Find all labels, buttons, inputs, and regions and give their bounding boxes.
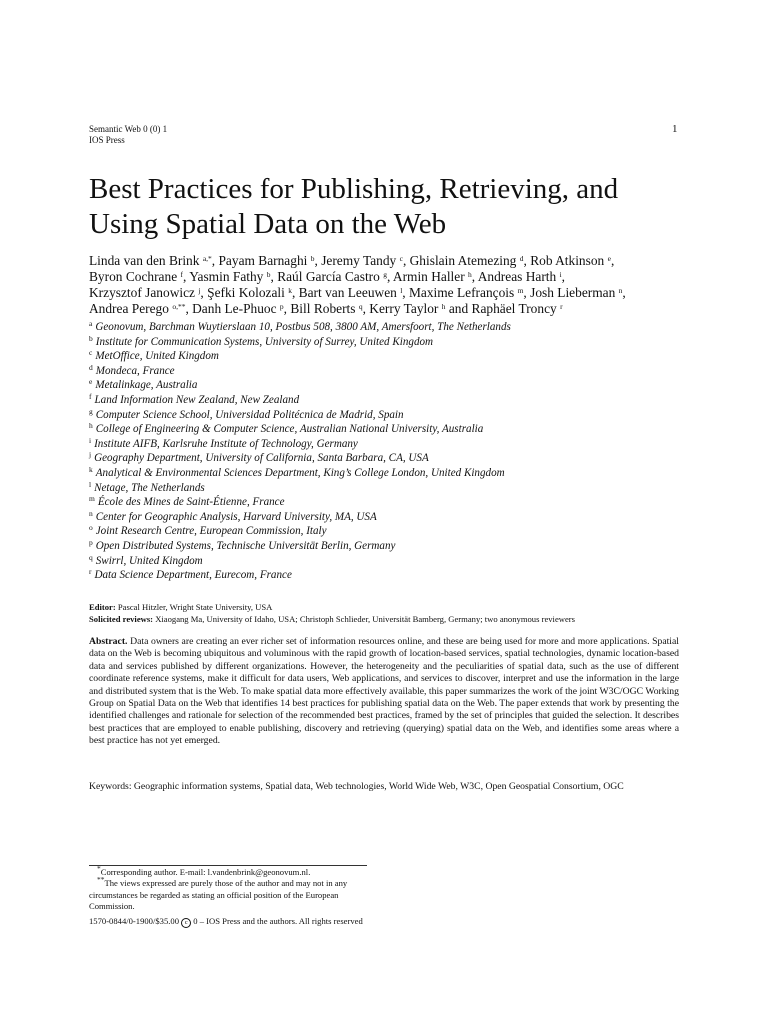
affiliation-key: g (89, 406, 93, 416)
affiliation-item (89, 568, 689, 583)
author-affiliation-mark: j (198, 286, 201, 295)
copyright-suffix: 0 – IOS Press and the authors. All rights reserved (191, 916, 363, 926)
affiliation-item (89, 481, 689, 496)
journal-info (89, 124, 167, 146)
abstract-text: Data owners are creating an ever richer set of information resources online, and these are being used for more and more applications. Spatial data on the Web is becoming ubiquitous and voluminous with the rapid growth of location-based services, spatial technologies, dynamic location-based data and services published by different organizations. However, the heterogeneity and the peculiarities of spatial data, such as the use of different coordinate reference systems, make it difficult for data users, Web applications, and services to discover, interpret and use the information in the large and distributed system that is the Web. To make spatial data more effectively available, this paper summarizes the work of the joint W3C/OGC Working Group on Spatial Data on the Web that identifies 14 best practices for publishing spatial data on the Web. The paper extends that work by presenting the identified challenges and rationale for selection of the recommended best practices, framed by the set of principles that guided the selection. It describes best practices that are employed to enable publishing, discovery and retrieving (querying) spatial data on the Web, and identifies some areas where a best practice has not yet emerged. (89, 636, 679, 747)
author-name: Ghislain Atemezing (409, 253, 517, 268)
author-name: Raúl García Castro (277, 269, 380, 284)
author-affiliation-mark: h (468, 270, 472, 279)
affiliation-key: o (89, 523, 93, 533)
author-separator: , (283, 301, 291, 316)
author-name: Payam Barnaghi (218, 253, 308, 268)
affiliation-text: Open Distributed Systems, Technische Universität Berlin, Germany (95, 539, 396, 552)
copyright-icon: c (181, 918, 191, 928)
author-list (89, 253, 689, 317)
reviewers-text: Xiaogang Ma, University of Idaho, USA; Christoph Schlieder, Universität Bamberg, Germany; two anonymous reviewers (153, 614, 575, 625)
affiliation-key: b (89, 333, 93, 343)
affiliation-text: Institute for Communication Systems, University of Surrey, United Kingdom (95, 335, 434, 348)
footnotes (89, 864, 379, 912)
affiliation-key: m (89, 494, 95, 504)
author-affiliation-mark: e (607, 254, 611, 263)
affiliation-text: Computer Science School, Universidad Politécnica de Madrid, Spain (95, 408, 404, 421)
author-name: Krzysztof Janowicz (89, 285, 195, 300)
author-separator: , (561, 269, 566, 284)
affiliation-key: i (89, 435, 92, 445)
affiliation-text: Data Science Department, Eurecom, France (94, 569, 292, 582)
author-separator: , (314, 253, 322, 268)
affiliation-text: College of Engineering & Computer Science, Australian National University, Australia (95, 423, 484, 436)
copyright-prefix: 1570-0844/0-1900/$35.00 (89, 916, 182, 926)
affiliation-item (89, 408, 689, 423)
author-separator: and (445, 301, 472, 316)
author-affiliation-mark: m (517, 286, 524, 295)
author-name: Josh Lieberman (530, 285, 616, 300)
affiliation-key: f (89, 391, 92, 401)
author-name: Yasmin Fathy (189, 269, 264, 284)
affiliation-key: a (89, 319, 93, 328)
affiliation-key: d (89, 362, 93, 372)
paper-title (89, 172, 689, 242)
author-affiliation-mark: h (441, 302, 446, 311)
author-affiliation-mark: a,* (202, 254, 212, 263)
author-affiliation-mark: b (310, 254, 315, 263)
affiliation-key: c (89, 348, 93, 358)
affiliation-key: n (89, 508, 93, 518)
affiliation-text: Institute AIFB, Karlsruhe Institute of Technology, Germany (94, 437, 358, 450)
author-affiliation-mark: i (559, 270, 562, 279)
affiliation-item (89, 510, 689, 525)
author-affiliation-mark: o,** (172, 302, 186, 311)
affiliation-list (89, 320, 689, 583)
editor-info (89, 601, 575, 625)
author-name: Bart van Leeuwen (298, 285, 397, 300)
author-affiliation-mark: d (519, 254, 524, 263)
author-separator: , (402, 285, 409, 300)
affiliation-item (89, 495, 689, 510)
author-affiliation-mark: l (400, 286, 403, 295)
author-affiliation-mark: c (399, 254, 403, 263)
affiliation-text: Swirrl, United Kingdom (95, 554, 203, 567)
footnote-corresponding-author (89, 864, 379, 878)
affiliation-key: e (89, 377, 93, 387)
affiliation-text: Center for Geographic Analysis, Harvard University, MA, USA (95, 510, 377, 523)
author-affiliation-mark: p (279, 302, 284, 311)
author-affiliation-mark: n (618, 286, 623, 295)
author-name: Andrea Perego (89, 301, 169, 316)
affiliation-key: r (89, 567, 92, 577)
author-affiliation-mark: b (266, 270, 271, 279)
author-separator: , (200, 285, 208, 300)
affiliation-item (89, 554, 689, 569)
affiliation-text: Geography Department, University of California, Santa Barbara, CA, USA (94, 452, 429, 465)
copyright-line (89, 916, 363, 928)
abstract (89, 636, 679, 748)
affiliation-key: h (89, 421, 93, 431)
author-name: Byron Cochrane (89, 269, 178, 284)
reviewers-line (89, 613, 575, 625)
affiliation-item (89, 437, 689, 452)
author-separator: , (183, 269, 190, 284)
author-separator: , (622, 285, 626, 300)
author-separator: , (185, 301, 193, 316)
affiliation-text: Netage, The Netherlands (94, 481, 205, 494)
affiliation-text: Geonovum, Barchman Wuytierslaan 10, Postbus 508, 3800 AM, Amersfoort, The Netherlands (95, 321, 511, 333)
author-name: Maxime Lefrançois (408, 285, 515, 300)
affiliation-item (89, 422, 689, 437)
affiliation-item (89, 539, 689, 554)
footnote-mark-1: * (97, 864, 101, 873)
author-name: Şefki Kolozali (207, 285, 285, 300)
affiliation-item (89, 451, 689, 466)
affiliation-text: Land Information New Zealand, New Zealand (94, 393, 300, 406)
editor-line (89, 601, 575, 613)
author-separator: , (291, 285, 299, 300)
reviewers-label: Solicited reviews: (89, 614, 154, 625)
author-name: Jeremy Tandy (321, 253, 397, 268)
author-name: Rob Atkinson (530, 253, 605, 268)
affiliation-key: p (89, 537, 93, 547)
affiliation-key: j (89, 450, 92, 460)
author-affiliation-mark: q (358, 302, 363, 311)
affiliation-text: Analytical & Environmental Sciences Department, King’s College London, United Kingdom (95, 466, 505, 479)
affiliation-key: q (89, 552, 93, 562)
author-name: Bill Roberts (290, 301, 356, 316)
affiliation-text: École des Mines de Saint-Étienne, France (97, 496, 285, 509)
affiliation-item (89, 320, 689, 335)
publisher-name: IOS Press (89, 135, 125, 145)
editor-label: Editor: (89, 602, 116, 612)
affiliation-item (89, 349, 689, 364)
author-name: Kerry Taylor (369, 301, 439, 316)
author-affiliation-mark: f (180, 270, 183, 279)
author-separator: , (523, 253, 531, 268)
paper-title-line-1: Best Practices for Publishing, Retrieving, and (89, 173, 619, 205)
affiliation-item (89, 393, 689, 408)
author-separator: , (402, 253, 410, 268)
footnote-text-2: The views expressed are purely those of the author and may not in any circumstances be regarded as stating an official position of the European Commission. (89, 878, 348, 911)
author-separator: , (386, 269, 393, 284)
page-number: 1 (672, 123, 678, 135)
affiliation-text: MetOffice, United Kingdom (95, 350, 219, 363)
author-name: Danh Le-Phuoc (192, 301, 277, 316)
affiliation-item (89, 335, 689, 350)
author-separator: , (211, 253, 219, 268)
affiliation-item (89, 364, 689, 379)
author-separator: , (362, 301, 370, 316)
affiliation-item (89, 466, 689, 481)
affiliation-key: l (89, 479, 92, 489)
affiliation-item (89, 524, 689, 539)
footnote-disclaimer (89, 875, 379, 912)
keywords: Keywords: Geographic information systems, Spatial data, Web technologies, World Wide Web, W3C, Open Geospatial Consortium, OGC (89, 781, 624, 792)
affiliation-key: k (89, 464, 93, 474)
author-affiliation-mark: r (560, 302, 563, 311)
footnote-divider (89, 865, 367, 866)
author-name: Andreas Harth (477, 269, 557, 284)
journal-name: Semantic Web 0 (0) 1 (89, 124, 168, 134)
affiliation-text: Joint Research Centre, European Commission, Italy (95, 525, 327, 538)
affiliation-text: Metalinkage, Australia (95, 379, 198, 392)
author-name: Armin Haller (392, 269, 465, 284)
abstract-label: Abstract. (89, 636, 128, 647)
affiliation-item (89, 378, 689, 393)
footnote-mark-2: ** (97, 875, 105, 885)
author-affiliation-mark: g (383, 270, 387, 279)
author-separator: , (270, 269, 278, 284)
author-name: Linda van den Brink (89, 253, 200, 268)
author-name: Raphäel Troncy (471, 301, 557, 316)
editor-text: Pascal Hitzler, Wright State University, USA (115, 602, 273, 612)
footnote-text-1: Corresponding author. E-mail: l.vandenbrink@geonovum.nl. (100, 867, 311, 877)
paper-title-line-2: Using Spatial Data on the Web (89, 208, 447, 240)
affiliation-text: Mondeca, France (95, 364, 175, 377)
author-separator: , (523, 285, 531, 300)
author-separator: , (610, 253, 615, 268)
author-affiliation-mark: k (288, 286, 292, 295)
author-separator: , (471, 269, 478, 284)
